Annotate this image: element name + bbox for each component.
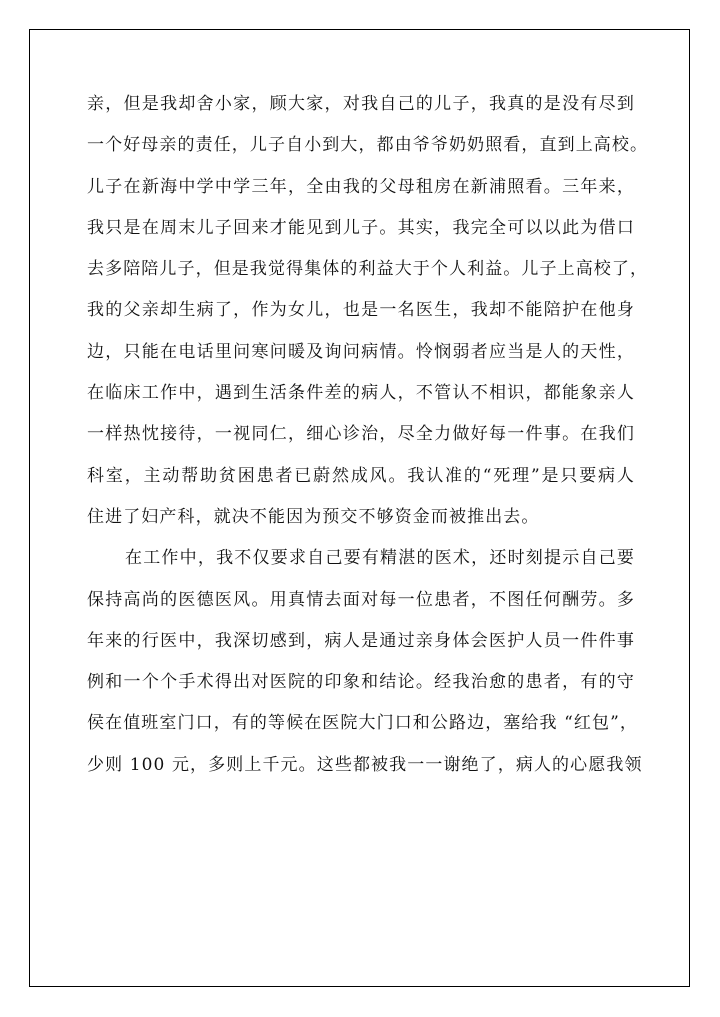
text-line: 科室，主动帮助贫困患者已蔚然成风。我认准的“死理”是只要病人: [87, 465, 635, 486]
paragraph-end-line: 住进了妇产科，就决不能因为预交不够资金而被推出去。: [87, 506, 540, 527]
text-line: 儿子在新海中学中学三年，全由我的父母租房在新浦照看。三年来，: [87, 176, 635, 197]
text-line: 一个好母亲的责任，儿子自小到大，都由爷爷奶奶照看，直到上高校。: [87, 135, 649, 156]
paragraph-first-line: 在工作中，我不仅要求自己要有精湛的医术，还时刻提示自己要: [125, 548, 635, 569]
text-line: 我的父亲却生病了，作为女儿，也是一名医生，我却不能陪护在他身: [87, 300, 635, 321]
document-body: [87, 91, 649, 793]
text-line: 侯在值班室门口，有的等候在医院大门口和公路边，塞给我 “红包”，: [87, 713, 638, 734]
text-line: 少则 100 元，多则上千元。这些都被我一一谢绝了，病人的心愿我领: [87, 754, 643, 775]
text-line: 亲，但是我却舍小家，顾大家，对我自己的儿子，我真的是没有尽到: [87, 94, 635, 114]
text-line: 去多陪陪儿子，但是我觉得集体的利益大于个人利益。儿子上高校了，: [87, 259, 649, 280]
text-line: 例和一个个手术得出对医院的印象和结论。经我治愈的患者，有的守: [87, 672, 635, 693]
text-line: 一样热忱接待，一视同仁，细心诊治，尽全力做好每一件事。在我们: [87, 424, 635, 445]
text-line: 我只是在周末儿子回来才能见到儿子。其实，我完全可以以此为借口: [87, 217, 635, 238]
text-line: 保持高尚的医德医风。用真情去面对每一位患者，不图任何酬劳。多: [87, 589, 635, 610]
text-line: 边，只能在电话里问寒问暖及询问病情。怜悯弱者应当是人的天性，: [87, 341, 635, 362]
text-line: 年来的行医中，我深切感到，病人是通过亲身体会医护人员一件件事: [87, 630, 635, 651]
text-line: 在临床工作中，遇到生活条件差的病人，不管认不相识，都能象亲人: [87, 383, 635, 404]
